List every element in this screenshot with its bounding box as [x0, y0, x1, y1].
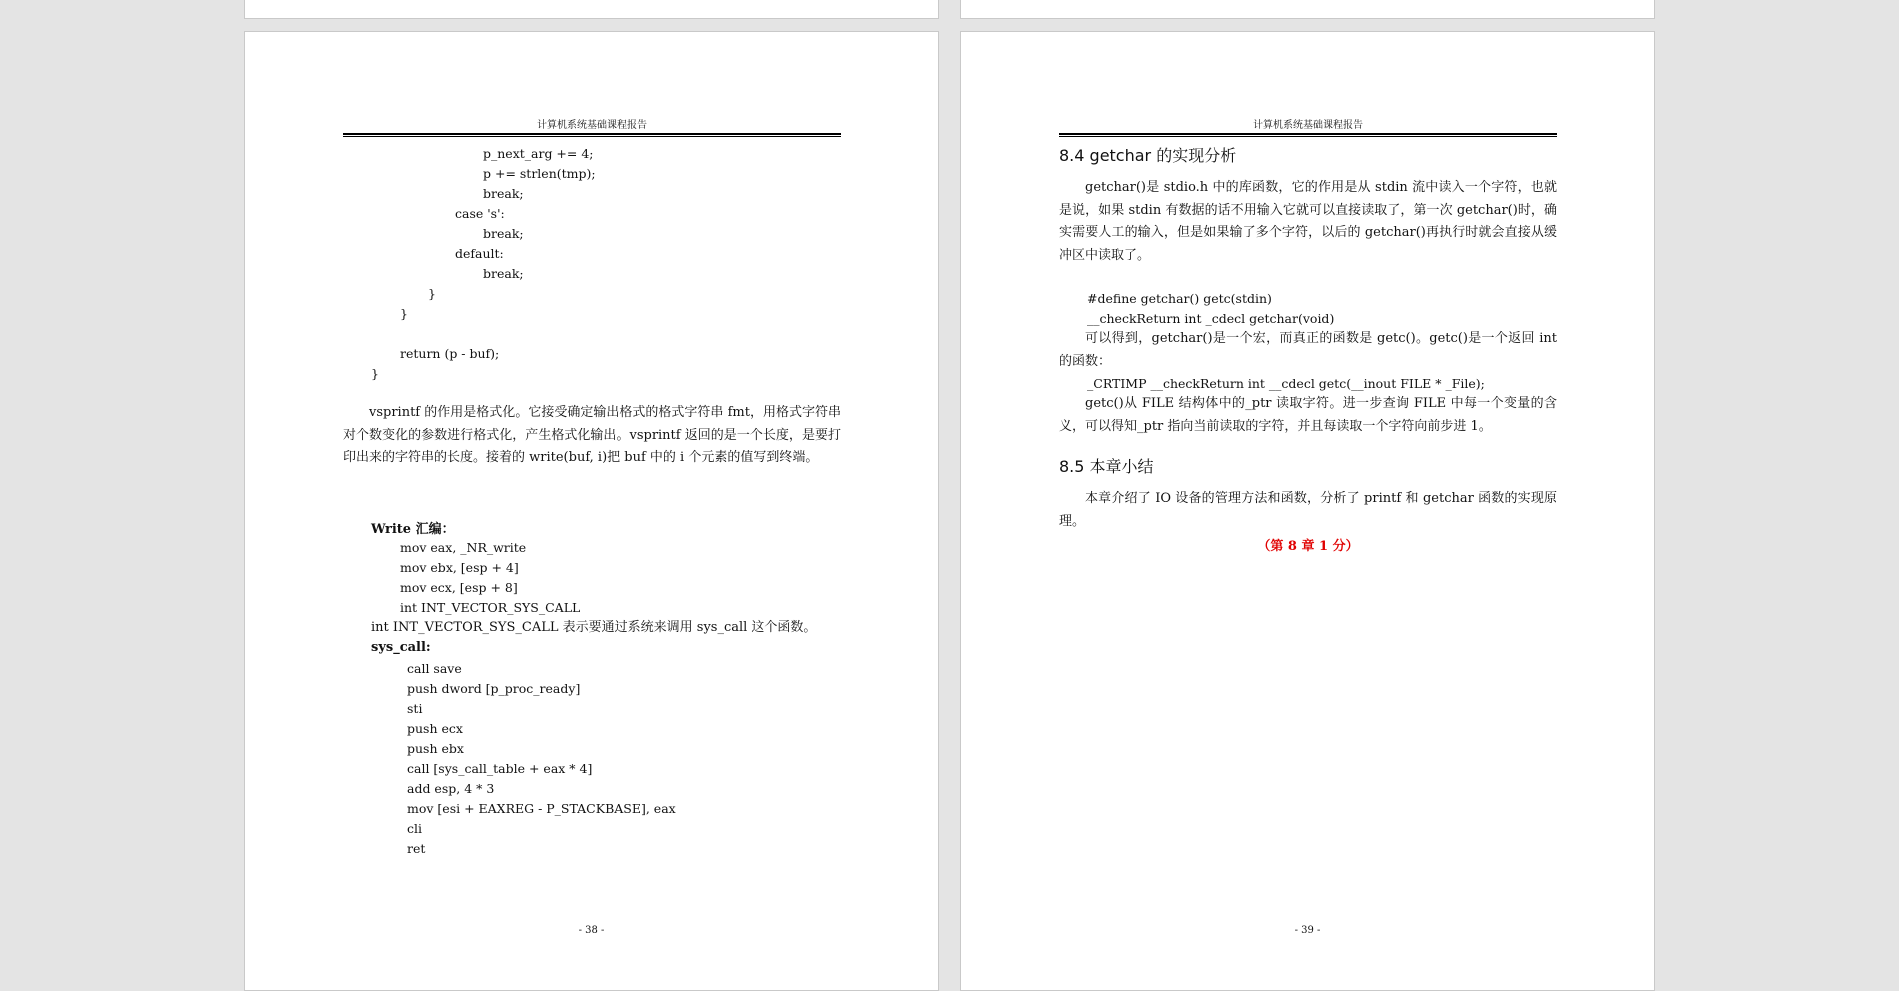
section-8-4-title: 8.4 getchar 的实现分析	[1059, 146, 1237, 165]
code-line: _CRTIMP __checkReturn int __cdecl getc(__inout FILE * _File);	[1087, 376, 1485, 391]
header-rule	[1059, 133, 1557, 137]
code-line: sti	[407, 701, 423, 716]
getchar-paragraph: getchar()是 stdio.h 中的库函数，它的作用是从 stdin 流中读入一个字符，也就是说，如果 stdin 有数据的话不用输入它就可以直接读取了，第一次 getchar()时，确实需要人工的输入，但是如果输了多个字符，以后的 getchar()再执行时就会直接从缓冲区中读取了。	[1059, 180, 1557, 263]
page-number: - 38 -	[578, 925, 605, 936]
code-line: return (p - buf);	[400, 346, 500, 361]
page-number: - 39 -	[1294, 925, 1321, 936]
code-line: call save	[407, 661, 462, 676]
int-description: int INT_VECTOR_SYS_CALL 表示要通过系统来调用 sys_call 这个函数。	[371, 620, 817, 635]
code-line: break;	[483, 226, 524, 241]
code-line: mov eax, _NR_write	[400, 540, 527, 555]
code-line: }	[400, 306, 408, 321]
getc-description-paragraph: getc()从 FILE 结构体中的_ptr 读取字符。进一步查询 FILE 中每一个变量的含义，可以得知_ptr 指向当前读取的字符，并且每读取一个字符向前步进 1。	[1059, 396, 1557, 434]
page-header: 计算机系统基础课程报告	[1253, 120, 1363, 131]
code-line: mov ecx, [esp + 8]	[400, 580, 518, 595]
code-line: int INT_VECTOR_SYS_CALL	[400, 600, 581, 615]
code-line: default:	[455, 246, 504, 261]
document-page-38	[244, 31, 939, 991]
code-line: }	[371, 366, 379, 381]
section-8-5-title: 8.5 本章小结	[1059, 457, 1154, 476]
syscall-heading: sys_call:	[371, 640, 431, 655]
previous-page-right	[960, 0, 1655, 19]
code-line: push dword [p_proc_ready]	[407, 681, 581, 696]
document-page-39	[960, 31, 1655, 991]
code-line: }	[428, 286, 436, 301]
code-line: cli	[407, 821, 422, 836]
code-line: break;	[483, 186, 524, 201]
code-line: ret	[407, 841, 426, 856]
code-line: mov [esi + EAXREG - P_STACKBASE], eax	[407, 801, 676, 816]
code-line: p += strlen(tmp);	[483, 166, 596, 181]
code-line: call [sys_call_table + eax * 4]	[407, 761, 593, 776]
code-line: add esp, 4 * 3	[407, 781, 495, 796]
code-line: #define getchar() getc(stdin)	[1087, 291, 1272, 306]
chapter-score: （第 8 章 1 分）	[1257, 539, 1359, 554]
code-line: case 's':	[455, 206, 505, 221]
code-line: push ecx	[407, 721, 463, 736]
header-rule	[343, 133, 841, 137]
vsprintf-paragraph: vsprintf 的作用是格式化。它接受确定输出格式的格式字符串 fmt，用格式字符串对个数变化的参数进行格式化，产生格式化输出。vsprintf 返回的是一个长度，是要打印出来的字符串的长度。接着的 write(buf, i)把 buf 中的 i 个元素的值写到终端。	[343, 405, 841, 465]
code-line: push ebx	[407, 741, 464, 756]
page-header: 计算机系统基础课程报告	[537, 120, 647, 131]
getc-paragraph: 可以得到，getchar()是一个宏，而真正的函数是 getc()。getc()是一个返回 int 的函数：	[1059, 331, 1557, 369]
summary-paragraph: 本章介绍了 IO 设备的管理方法和函数，分析了 printf 和 getchar 函数的实现原理。	[1059, 491, 1557, 529]
write-heading: Write 汇编：	[371, 522, 455, 537]
code-line: mov ebx, [esp + 4]	[400, 560, 519, 575]
code-line: break;	[483, 266, 524, 281]
previous-page-left	[244, 0, 939, 19]
code-line: __checkReturn int _cdecl getchar(void)	[1087, 311, 1335, 326]
code-line: p_next_arg += 4;	[483, 146, 594, 161]
